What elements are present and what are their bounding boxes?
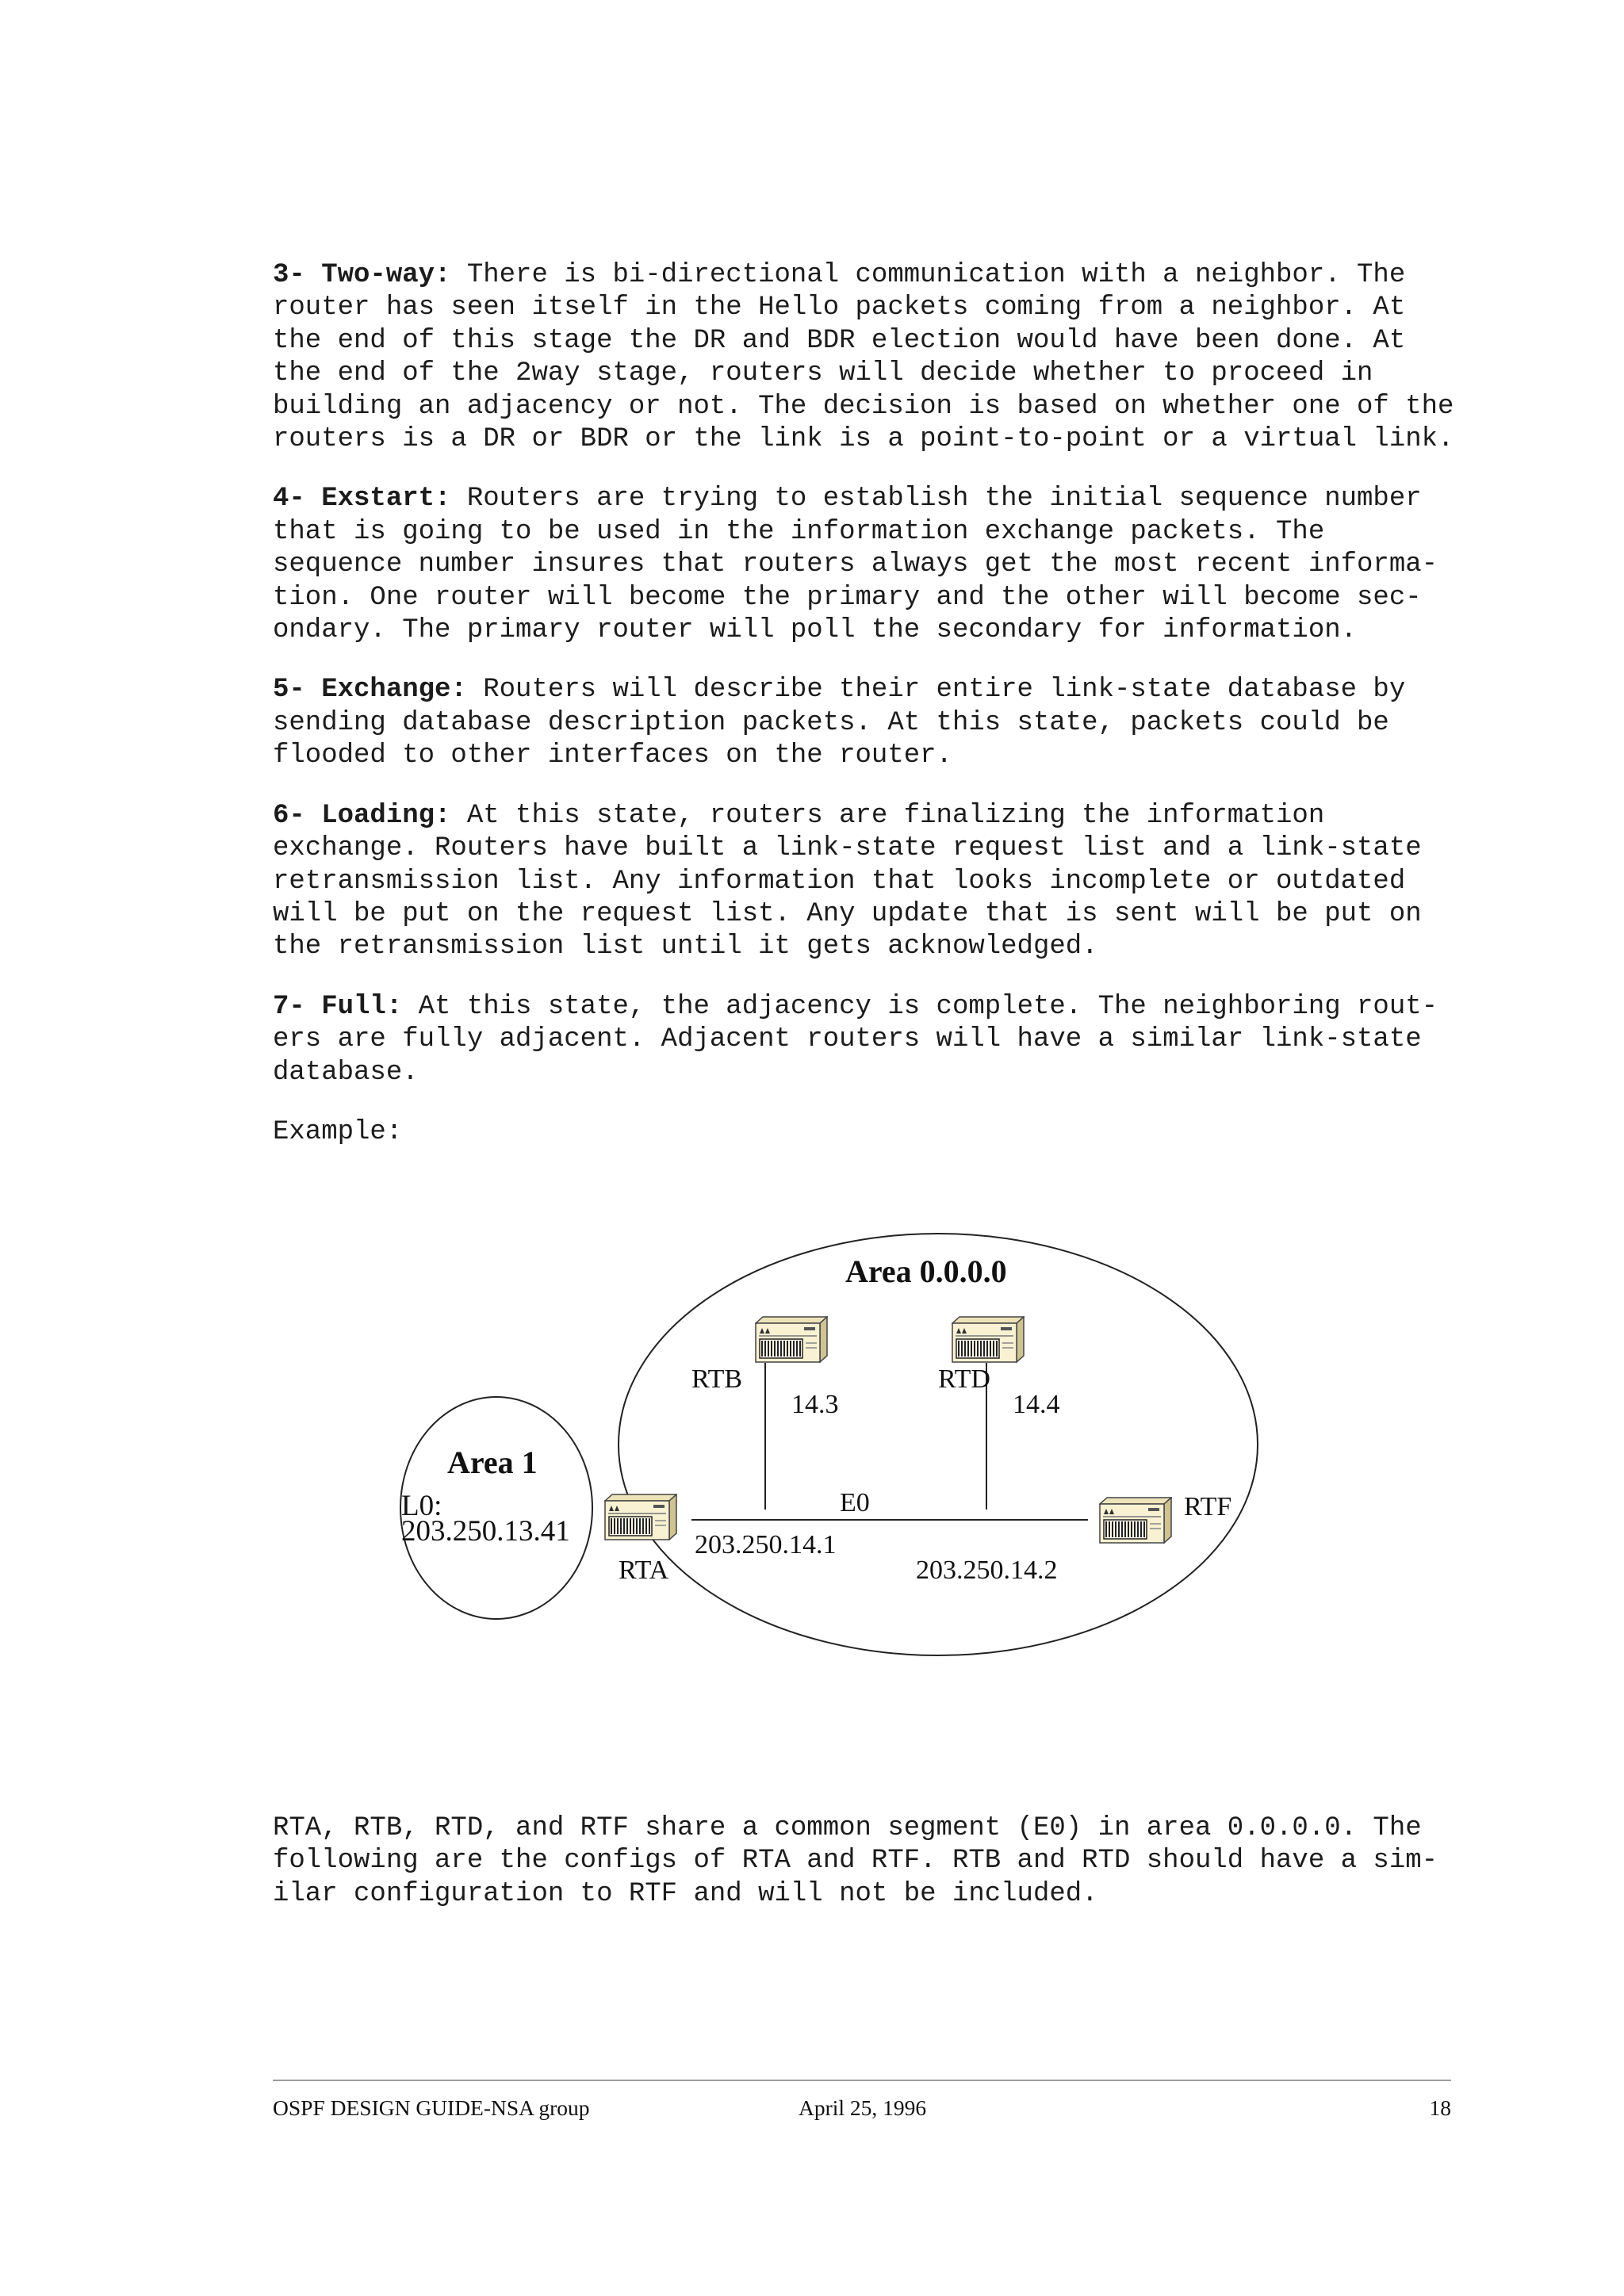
router-rtd-label: RTD	[938, 1364, 990, 1394]
paragraph-label: 7- Full:	[273, 991, 403, 1022]
paragraph-body: At this state, routers are finalizing the information exchange. Routers have built a link-state request list and a link-state retransmission list. Any information that looks incomplete or outdated will be put on the request list. Any update that is sent will be put on the retransmission list until it gets acknowledged.	[273, 800, 1422, 962]
paragraph-exchange	[273, 674, 1542, 772]
paragraph-label: 3- Two-way:	[273, 260, 451, 290]
area-1-title: Area 1	[447, 1445, 538, 1480]
footer-divider	[273, 2080, 1451, 2081]
footer-title: OSPF DESIGN GUIDE-NSA group	[273, 2095, 590, 2120]
paragraph-two-way	[273, 259, 1542, 456]
router-rta-address: 203.250.14.1	[695, 1530, 837, 1559]
router-rtf-icon	[1100, 1498, 1171, 1543]
closing-text: RTA, RTB, RTD, and RTF share a common segment (E0) in area 0.0.0.0. The following are the configs of RTA and RTF. RTB and RTD should have a sim- ilar configuration to RTF and will not be included.	[273, 1813, 1438, 1909]
router-rtf-label: RTF	[1184, 1492, 1232, 1521]
paragraph-label: 5- Exchange:	[273, 675, 467, 706]
paragraph-loading	[273, 800, 1542, 964]
loopback-address: 203.250.13.41	[401, 1515, 570, 1548]
paragraph-label: 6- Loading:	[273, 800, 451, 831]
footer-date: April 25, 1996	[799, 2095, 927, 2120]
paragraph-label: 4- Exstart:	[273, 484, 451, 515]
ospf-area-diagram	[381, 1213, 1285, 1673]
page-number: 18	[1429, 2095, 1451, 2120]
closing-paragraph	[273, 1812, 1542, 1911]
ospf-states-text	[273, 259, 1542, 1149]
area-0-title: Area 0.0.0.0	[845, 1253, 1007, 1289]
paragraph-body: Routers are trying to establish the initial sequence number that is going to be used in the information exchange packets. The sequence number insures that routers always get the most recent informa- tion. One router will become the primary and the other will become sec- ondary. The primary router will poll the secondary for information.	[273, 484, 1438, 646]
router-rtb-label: RTB	[691, 1364, 743, 1394]
router-rtb-icon	[756, 1317, 827, 1362]
router-rtf-address: 203.250.14.2	[916, 1556, 1058, 1585]
paragraph-body: At this state, the adjacency is complete. The neighboring rout- ers are fully adjacent. Adjacent routers will have a similar link-state database.	[273, 991, 1438, 1088]
paragraph-full	[273, 991, 1542, 1089]
example-label: Example:	[273, 1116, 403, 1147]
paragraph-body: There is bi-directional communication with a neighbor. The router has seen itself in the Hello packets coming from a neighbor. At the end of this stage the DR and BDR election would have been done. At the end of the 2way stage, routers will decide whether to proceed in building an adjacency or not. The decision is based on whether one of the routers is a DR or BDR or the link is a point-to-point or a virtual link.	[273, 260, 1454, 455]
area-0-boundary	[619, 1234, 1258, 1655]
paragraph-exstart	[273, 483, 1542, 647]
router-rtd-icon	[952, 1317, 1024, 1362]
router-rta-label: RTA	[619, 1556, 669, 1585]
paragraph-body: Routers will describe their entire link-state database by sending database description packets. At this state, packets could be flooded to other interfaces on the router.	[273, 675, 1406, 771]
router-rta-icon	[605, 1494, 676, 1540]
segment-e0-label: E0	[840, 1488, 870, 1517]
loopback-label: L0:	[401, 1490, 442, 1522]
router-rtb-interface: 14.3	[791, 1390, 839, 1419]
router-rtd-interface: 14.4	[1013, 1390, 1060, 1419]
